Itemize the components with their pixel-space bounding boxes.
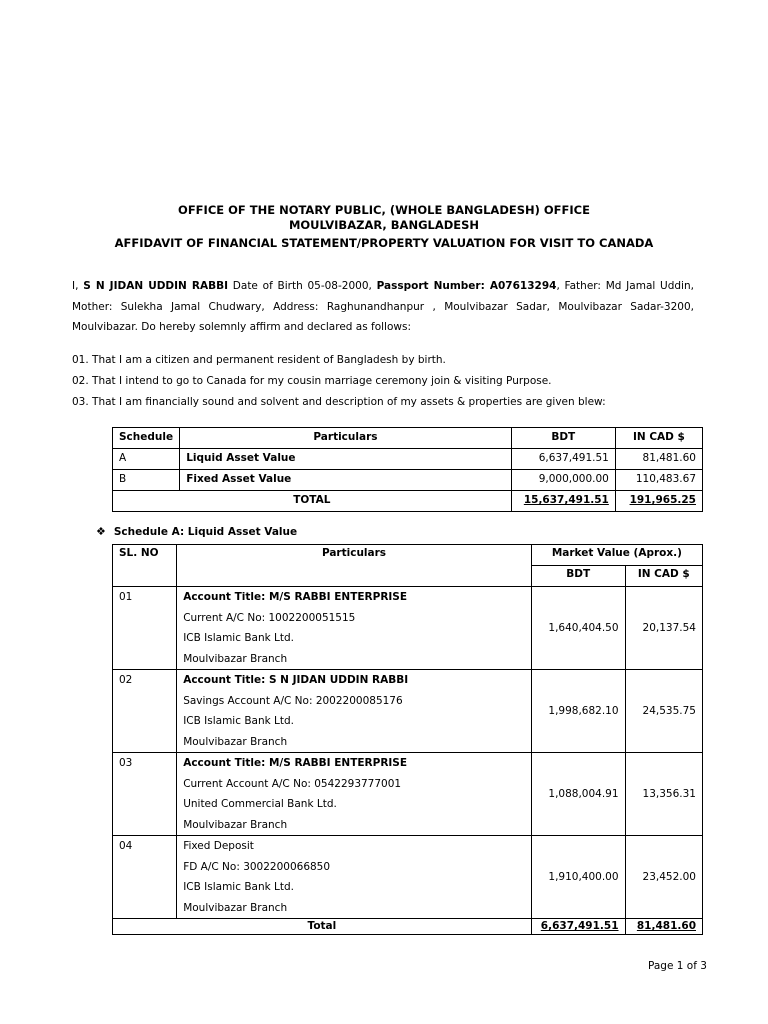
bdt-value: 1,640,404.50: [531, 587, 625, 670]
summary-header-schedule: Schedule: [113, 428, 180, 449]
location-heading: MOULVIBAZAR, BANGLADESH: [288, 218, 480, 232]
cad-value: 13,356.31: [625, 753, 702, 836]
account-particulars: [177, 587, 532, 670]
office-heading: OFFICE OF THE NOTARY PUBLIC, (WHOLE BANGLADESH) OFFICE: [178, 203, 590, 217]
page-number: Page 1 of 3: [648, 960, 707, 972]
account-particulars: [177, 753, 532, 836]
account-detail-line: Moulvibazar Branch: [183, 652, 288, 665]
summary-header-row: [113, 428, 703, 449]
diamond-bullet-icon: ❖: [96, 525, 106, 538]
header-market-value: Market Value (Aprox.): [531, 545, 702, 566]
sl-no: 03: [113, 753, 177, 836]
intro-rest: , Father: Md Jamal Uddin, Mother: Sulekha Jamal Chudwary, Address: Raghunandhanpur , Moulvibazar Sadar, Moulvibazar Sadar-3200, Moulvibazar. Do hereby solemnly affirm and declared as follows:: [72, 280, 694, 333]
total-label: Total: [113, 919, 532, 935]
account-title: Account Title: S N JIDAN UDDIN RABBI: [183, 674, 409, 686]
bdt-value: 1,998,682.10: [531, 670, 625, 753]
cad-value: 20,137.54: [625, 587, 702, 670]
header-sl-no: SL. NO: [113, 545, 177, 587]
intro-prefix: I,: [72, 280, 84, 292]
schedule-a-table: [112, 544, 703, 935]
cad-value: 23,452.00: [625, 836, 702, 919]
account-particulars: [177, 836, 532, 919]
account-title: Account Title: M/S RABBI ENTERPRISE: [183, 591, 408, 603]
header-cad: IN CAD $: [625, 566, 702, 587]
passport-number: Passport Number: A07613294: [376, 280, 557, 292]
total-cad: 191,965.25: [615, 491, 702, 512]
account-title: Fixed Deposit: [183, 840, 254, 852]
account-detail-line: Moulvibazar Branch: [183, 735, 288, 748]
table-row: [113, 587, 703, 670]
particulars: Liquid Asset Value: [180, 449, 512, 470]
date-of-birth: Date of Birth 05-08-2000,: [228, 280, 377, 292]
declaration-2: 02. That I intend to go to Canada for my cousin marriage ceremony join & visiting Purpose.: [72, 375, 552, 387]
sl-no: 02: [113, 670, 177, 753]
table-row: [113, 449, 703, 470]
account-detail-line: Moulvibazar Branch: [183, 818, 288, 831]
intro-paragraph: [72, 276, 694, 338]
account-detail-line: ICB Islamic Bank Ltd.: [183, 632, 295, 644]
summary-header-particulars: Particulars: [180, 428, 512, 449]
total-bdt: 15,637,491.51: [511, 491, 615, 512]
affidavit-title: AFFIDAVIT OF FINANCIAL STATEMENT/PROPERTY VALUATION FOR VISIT TO CANADA: [114, 236, 654, 250]
table-row: [113, 836, 703, 919]
deponent-name: S N JIDAN UDDIN RABBI: [83, 280, 229, 292]
table-row: [113, 753, 703, 836]
schedule-code: B: [113, 470, 180, 491]
summary-table: [112, 427, 703, 512]
account-detail-line: Current A/C No: 1002200051515: [183, 611, 356, 624]
sl-no: 01: [113, 587, 177, 670]
cad-value: 81,481.60: [615, 449, 702, 470]
table-row: [113, 670, 703, 753]
summary-header-cad: IN CAD $: [615, 428, 702, 449]
declaration-3: 03. That I am financially sound and solvent and description of my assets & properties are given blew:: [72, 396, 606, 408]
schedule-a-title: Schedule A: Liquid Asset Value: [113, 526, 298, 538]
account-detail-line: Savings Account A/C No: 2002200085176: [183, 694, 403, 707]
cad-value: 24,535.75: [625, 670, 702, 753]
account-particulars: [177, 670, 532, 753]
declaration-1: 01. That I am a citizen and permanent resident of Bangladesh by birth.: [72, 354, 446, 366]
account-detail-line: Current Account A/C No: 0542293777001: [183, 777, 402, 790]
cad-value: 110,483.67: [615, 470, 702, 491]
header-particulars: Particulars: [177, 545, 532, 587]
total-cad: 81,481.60: [625, 919, 702, 935]
total-bdt: 6,637,491.51: [531, 919, 625, 935]
particulars: Fixed Asset Value: [180, 470, 512, 491]
account-detail-line: FD A/C No: 3002200066850: [183, 860, 331, 873]
summary-header-bdt: BDT: [511, 428, 615, 449]
account-detail-line: United Commercial Bank Ltd.: [183, 798, 337, 810]
table-row: [113, 470, 703, 491]
total-label: TOTAL: [113, 491, 512, 512]
account-detail-line: ICB Islamic Bank Ltd.: [183, 715, 295, 727]
bdt-value: 1,910,400.00: [531, 836, 625, 919]
bdt-value: 1,088,004.91: [531, 753, 625, 836]
schedule-a-total-row: [113, 919, 703, 935]
sl-no: 04: [113, 836, 177, 919]
summary-total-row: [113, 491, 703, 512]
schedule-a-heading: [96, 525, 297, 538]
account-detail-line: ICB Islamic Bank Ltd.: [183, 881, 295, 893]
schedule-a-header-row: [113, 545, 703, 566]
account-title: Account Title: M/S RABBI ENTERPRISE: [183, 757, 408, 769]
bdt-value: 6,637,491.51: [511, 449, 615, 470]
account-detail-line: Moulvibazar Branch: [183, 901, 288, 914]
schedule-code: A: [113, 449, 180, 470]
bdt-value: 9,000,000.00: [511, 470, 615, 491]
header-bdt: BDT: [531, 566, 625, 587]
